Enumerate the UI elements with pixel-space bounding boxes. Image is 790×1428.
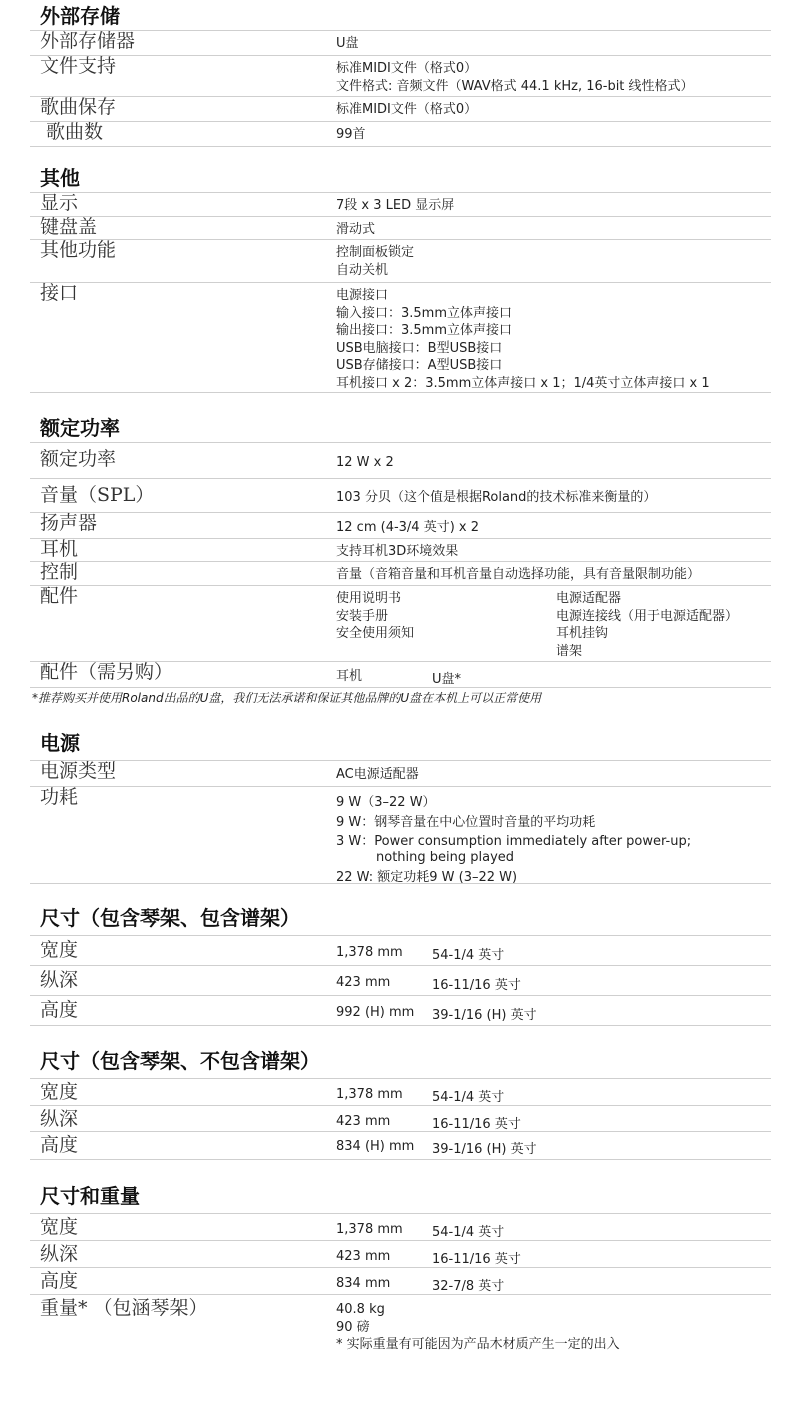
spec-value	[336, 566, 766, 584]
section-title: 其他	[40, 166, 80, 190]
spec-label: 耳机	[40, 538, 79, 560]
section-title: 尺寸（包含琴架、不包含谱架）	[40, 1049, 320, 1073]
value-line: 支持耳机3D环境效果	[336, 544, 459, 559]
value-line: 99首	[336, 127, 366, 142]
value-line: 电源适配器	[556, 591, 622, 606]
spec-row	[30, 1213, 771, 1241]
spec-label: 功耗	[40, 786, 79, 808]
spec-value	[336, 1275, 766, 1293]
spec-label: 外部存储器	[40, 30, 136, 52]
value-line: 423 mm	[336, 975, 391, 990]
spec-label: 键盘盖	[40, 216, 98, 238]
value-line: 控制面板锁定	[336, 245, 415, 260]
value-col2: 32-7/8 英寸	[432, 1279, 505, 1294]
value-line: 耳机接口 x 2：3.5mm立体声接口 x 1；1/4英寸立体声接口 x 1	[336, 375, 710, 391]
spec-value	[336, 101, 766, 119]
value-col2: 16-11/16 英寸	[432, 978, 521, 993]
value-col2: 16-11/16 英寸	[432, 1252, 521, 1267]
spec-row	[30, 538, 771, 562]
value-line: AC电源适配器	[336, 767, 419, 782]
value-line: 22 W: 额定功耗9 W (3–22 W)	[336, 869, 518, 885]
spec-row	[30, 239, 771, 283]
spec-row	[30, 1240, 771, 1268]
value-line: 滑动式	[336, 222, 376, 237]
value-line: 标准MIDI文件（格式0）	[336, 102, 478, 117]
value-line: 7段 x 3 LED 显示屏	[336, 198, 455, 213]
accessories-col2	[556, 590, 738, 660]
spec-value	[336, 489, 766, 507]
spec-row	[30, 192, 771, 217]
value-line: 834 (H) mm	[336, 1139, 415, 1154]
value-col2: 39-1/16 (H) 英寸	[432, 1008, 537, 1023]
spec-label: 宽度	[40, 939, 79, 961]
value-line: 834 mm	[336, 1276, 391, 1291]
spec-row	[30, 121, 771, 147]
spec-value	[336, 1138, 766, 1156]
value-line: 音量（音箱音量和耳机音量自动选择功能，具有音量限制功能）	[336, 567, 701, 582]
spec-value	[336, 1221, 766, 1239]
value-line: 自动关机	[336, 262, 389, 278]
spec-row	[30, 30, 771, 55]
value-line: 1,378 mm	[336, 1222, 403, 1237]
value-line: 电源连接线（用于电源适配器）	[556, 608, 739, 624]
value-line: 12 cm (4-3/4 英寸) x 2	[336, 520, 480, 535]
spec-row	[30, 55, 771, 96]
spec-label: 配件	[40, 585, 79, 607]
spec-value	[336, 766, 766, 784]
value-col2: 54-1/4 英寸	[432, 1225, 505, 1240]
value-line: 谱架	[556, 643, 583, 659]
value-col2: 54-1/4 英寸	[432, 1090, 505, 1105]
spec-label: 纵深	[40, 1243, 79, 1265]
value-line: 耳机	[336, 669, 363, 684]
value-line: USB存储接口：A型USB接口	[336, 358, 503, 373]
spec-row	[30, 965, 771, 996]
spec-value	[336, 454, 766, 472]
spec-value	[336, 590, 766, 659]
spec-label: 高度	[40, 1134, 79, 1156]
value-line: 423 mm	[336, 1114, 391, 1129]
spec-label: 歌曲保存	[40, 96, 117, 118]
spec-row	[30, 561, 771, 586]
spec-row	[30, 760, 771, 787]
value-line: 12 W x 2	[336, 455, 394, 470]
section-title: 尺寸和重量	[40, 1184, 140, 1208]
value-line: 输出接口：3.5mm立体声接口	[336, 323, 513, 338]
spec-label: 文件支持	[40, 55, 117, 77]
spec-label: 纵深	[40, 969, 79, 991]
spec-value	[336, 287, 766, 392]
spec-row	[30, 282, 771, 393]
spec-value	[336, 1086, 766, 1104]
spec-value	[336, 519, 766, 537]
value-line: 安全使用须知	[336, 626, 415, 641]
value-line: 文件格式: 音频文件（WAV格式 44.1 kHz, 16-bit 线性格式）	[336, 78, 694, 94]
spec-label: 音量（SPL）	[40, 484, 155, 506]
section-title: 电源	[40, 731, 80, 755]
value-line: 标准MIDI文件（格式0）	[336, 61, 478, 76]
spec-label: 电源类型	[40, 760, 117, 782]
spec-value	[336, 668, 766, 686]
spec-row	[30, 478, 771, 513]
spec-row	[30, 585, 771, 662]
spec-label: 宽度	[40, 1216, 79, 1238]
value-line: 423 mm	[336, 1249, 391, 1264]
spec-row	[30, 786, 771, 884]
value-line: 40.8 kg	[336, 1302, 385, 1317]
spec-value	[336, 221, 766, 239]
section-title: 额定功率	[40, 416, 120, 440]
spec-value	[336, 60, 766, 95]
value-line: 电源接口	[336, 288, 389, 303]
section-title: 外部存储	[40, 4, 120, 28]
spec-label: 其他功能	[40, 239, 117, 261]
value-col2: U盘*	[432, 672, 462, 687]
spec-value	[336, 1248, 766, 1266]
spec-value	[336, 244, 766, 279]
spec-label: 显示	[40, 192, 79, 214]
value-line: 1,378 mm	[336, 1087, 403, 1102]
spec-row	[30, 1294, 771, 1361]
spec-value	[336, 35, 766, 53]
value-line: 103 分贝（这个值是根据Roland的技术标准来衡量的）	[336, 490, 657, 505]
spec-row	[30, 96, 771, 121]
spec-value	[336, 1301, 766, 1354]
value-col2: 39-1/16 (H) 英寸	[432, 1142, 537, 1157]
spec-value	[336, 1004, 766, 1022]
value-line: nothing being played	[376, 849, 515, 865]
value-line: 使用说明书	[336, 591, 402, 606]
spec-value	[336, 974, 766, 992]
spec-label: 接口	[40, 282, 79, 304]
value-line: 9 W（3–22 W）	[336, 795, 436, 810]
spec-row	[30, 442, 771, 479]
spec-label: 宽度	[40, 1081, 79, 1103]
value-line: 输入接口：3.5mm立体声接口	[336, 305, 513, 321]
spec-row	[30, 216, 771, 240]
spec-label: 配件（需另购）	[40, 661, 174, 683]
value-line: USB电脑接口：B型USB接口	[336, 340, 503, 356]
spec-row	[30, 1078, 771, 1106]
value-line: 9 W：钢琴音量在中心位置时音量的平均功耗	[336, 815, 596, 830]
value-line: 耳机挂钩	[556, 626, 609, 641]
value-line: 1,378 mm	[336, 945, 403, 960]
spec-row	[30, 995, 771, 1026]
spec-row	[30, 661, 771, 688]
footnote: *推荐购买并使用Roland出品的U盘，我们无法承诺和保证其他品牌的U盘在本机上可以正常使用	[32, 691, 542, 705]
spec-label: 歌曲数	[40, 121, 104, 143]
spec-value	[336, 543, 766, 561]
spec-value	[336, 197, 766, 215]
spec-label: 高度	[40, 1270, 79, 1292]
spec-label: 高度	[40, 999, 79, 1021]
spec-row	[30, 1131, 771, 1160]
spec-label: 扬声器	[40, 512, 98, 534]
value-line: * 实际重量有可能因为产品木材质产生一定的出入	[336, 1337, 620, 1352]
value-col2: 54-1/4 英寸	[432, 948, 505, 963]
spec-value	[336, 126, 766, 144]
spec-label: 控制	[40, 561, 79, 583]
spec-row	[30, 1267, 771, 1295]
spec-label: 纵深	[40, 1108, 79, 1130]
section-title: 尺寸（包含琴架、包含谱架）	[40, 906, 300, 930]
value-line: 992 (H) mm	[336, 1005, 415, 1020]
spec-value	[336, 793, 766, 887]
spec-value	[336, 944, 766, 962]
value-line: 90 磅	[336, 1319, 370, 1335]
value-line: U盘	[336, 36, 359, 51]
spec-label: 重量* （包涵琴架）	[40, 1297, 208, 1319]
spec-row	[30, 512, 771, 539]
value-line: 3 W：Power consumption immediately after power-up;	[336, 834, 692, 849]
value-col2: 16-11/16 英寸	[432, 1117, 521, 1132]
spec-row	[30, 1105, 771, 1132]
value-line: 安装手册	[336, 608, 389, 624]
spec-value	[336, 1113, 766, 1131]
spec-label: 额定功率	[40, 448, 117, 470]
spec-row	[30, 935, 771, 966]
